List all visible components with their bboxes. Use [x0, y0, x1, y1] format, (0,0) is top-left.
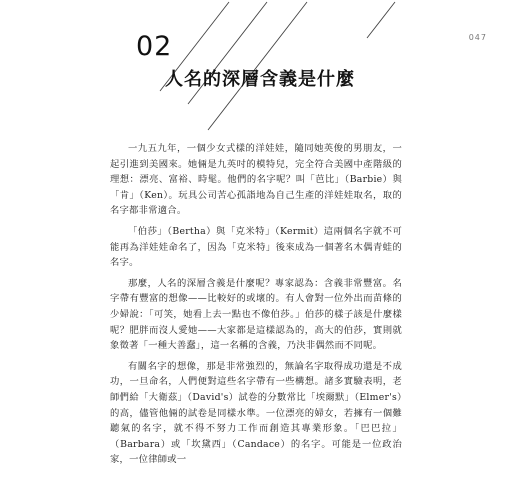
body-text [110, 141, 402, 473]
paragraph: 「伯莎」（Bertha）與「克米特」（Kermit）這兩個名字就不可能再為洋娃娃命名了，因為「克米特」後來成為一個著名木偶青蛙的名字。 [110, 225, 402, 269]
chapter-title: 人名的深層含義是什麼 [165, 69, 355, 90]
paragraph: 一九五九年，一個少女式樣的洋娃娃，隨同她英俊的男朋友，一起引進到美國來。她倆是九英吋的模特兒，完全符合美國中產階級的理想：漂亮、富裕、時髦。他們的名字呢？叫「芭比」（Barbie）與「肯」（Ken）。玩具公司苦心孤詣地為自己生產的洋娃娃取名，取的名字都非常適合。 [110, 143, 402, 217]
page-number: 047 [468, 33, 487, 42]
paragraph: 有關名字的想像，那是非常強烈的，無論名字取得成功還是不成功，一旦命名，人們便對這些名字帶有一些構想。諸多實驗表明，老師們給「大衛茲」（David's）試卷的分數常比「埃爾默」（Elmer's）的高，儘管他倆的試卷是同樣水準。一位漂亮的婦女，若擁有一個難聽氣的名字，就不得不努力工作而創造其專業形象。「巴巴拉」（Barbara）或「坎黛西」（Candace）的名字。可能是一位政治家，一位律師或一 [110, 360, 402, 466]
paragraph: 那麼，人名的深層含義是什麼呢？專家認為：含義非常豐富。名字帶有豐富的想像——比較好的或壞的。有人會對一位外出而苗條的少婦說：「可笑，她看上去一點也不像伯莎。」伯莎的樣子該是什麼樣呢？肥胖而沒人愛她——大家都是這樣認為的，高大的伯莎，實則就象徵著「一種大善蠢」，這一名稱的含義，乃決非偶然而不同呢。 [110, 277, 402, 352]
chapter-number: 02 [136, 31, 173, 62]
